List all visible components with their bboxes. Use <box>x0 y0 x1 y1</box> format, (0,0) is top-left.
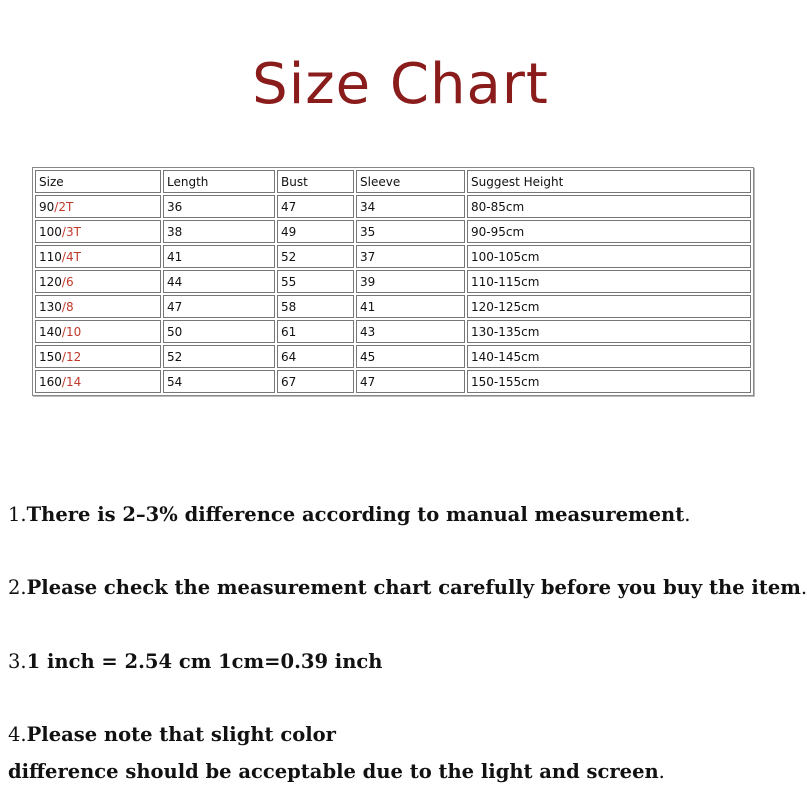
cell-size: 90/2T <box>35 195 161 218</box>
table-row <box>35 370 751 393</box>
cell-size: 100/3T <box>35 220 161 243</box>
table-row <box>35 220 751 243</box>
cell-suggest-height: 150-155cm <box>467 370 751 393</box>
note-text: 1 inch = 2.54 cm 1cm=0.39 inch <box>26 650 383 673</box>
cell-sleeve: 39 <box>356 270 465 293</box>
table-header-row <box>35 170 751 193</box>
cell-sleeve: 45 <box>356 345 465 368</box>
note-number: 2 <box>8 576 21 599</box>
cell-size: 140/10 <box>35 320 161 343</box>
cell-suggest-height: 140-145cm <box>467 345 751 368</box>
note-4: 4.Please note that slight color <box>8 723 336 746</box>
cell-bust: 55 <box>277 270 354 293</box>
cell-sleeve: 43 <box>356 320 465 343</box>
cell-size: 160/14 <box>35 370 161 393</box>
note-1: 1.There is 2–3% difference according to manual measurement. <box>8 503 691 526</box>
size-number: 120 <box>39 274 62 289</box>
size-number: 90 <box>39 199 55 214</box>
header-length: Length <box>163 170 275 193</box>
note-text: Please note that slight color <box>26 723 336 746</box>
size-number: 140 <box>39 324 62 339</box>
cell-suggest-height: 110-115cm <box>467 270 751 293</box>
cell-sleeve: 37 <box>356 245 465 268</box>
cell-sleeve: 47 <box>356 370 465 393</box>
note-4-continued: difference should be acceptable due to the light and screen. <box>8 760 665 783</box>
size-age: 2T <box>58 199 74 214</box>
size-age: 8 <box>65 299 74 314</box>
note-text: There is 2–3% difference according to manual measurement <box>26 503 685 526</box>
cell-suggest-height: 100-105cm <box>467 245 751 268</box>
note-3: 3.1 inch = 2.54 cm 1cm=0.39 inch <box>8 650 383 673</box>
cell-suggest-height: 120-125cm <box>467 295 751 318</box>
cell-length: 38 <box>163 220 275 243</box>
size-number: 160 <box>39 374 62 389</box>
cell-size: 150/12 <box>35 345 161 368</box>
note-number: 4 <box>8 723 21 746</box>
table-row <box>35 320 751 343</box>
cell-length: 41 <box>163 245 275 268</box>
table-row <box>35 345 751 368</box>
size-number: 150 <box>39 349 62 364</box>
cell-bust: 49 <box>277 220 354 243</box>
note-text: Please check the measurement chart carefully before you buy the item <box>26 576 801 599</box>
table-row <box>35 195 751 218</box>
cell-length: 54 <box>163 370 275 393</box>
note-number: 1 <box>8 503 21 526</box>
size-number: 110 <box>39 249 62 264</box>
cell-suggest-height: 90-95cm <box>467 220 751 243</box>
cell-bust: 47 <box>277 195 354 218</box>
size-age: 6 <box>65 274 74 289</box>
table-row <box>35 295 751 318</box>
cell-length: 52 <box>163 345 275 368</box>
cell-length: 36 <box>163 195 275 218</box>
header-size: Size <box>35 170 161 193</box>
size-age: 10 <box>65 324 82 339</box>
size-age: 14 <box>65 374 82 389</box>
size-age: 4T <box>65 249 81 264</box>
table-row <box>35 245 751 268</box>
size-age: 12 <box>65 349 82 364</box>
page-title: Size Chart <box>252 52 549 117</box>
header-bust: Bust <box>277 170 354 193</box>
cell-sleeve: 41 <box>356 295 465 318</box>
size-number: 130 <box>39 299 62 314</box>
size-number: 100 <box>39 224 62 239</box>
header-sleeve: Sleeve <box>356 170 465 193</box>
cell-size: 120/6 <box>35 270 161 293</box>
cell-length: 44 <box>163 270 275 293</box>
size-table <box>33 168 753 395</box>
table-row <box>35 270 751 293</box>
cell-bust: 58 <box>277 295 354 318</box>
cell-bust: 61 <box>277 320 354 343</box>
note-2: 2.Please check the measurement chart carefully before you buy the item. <box>8 576 807 599</box>
cell-length: 47 <box>163 295 275 318</box>
cell-bust: 52 <box>277 245 354 268</box>
header-suggest-height: Suggest Height <box>467 170 751 193</box>
cell-suggest-height: 80-85cm <box>467 195 751 218</box>
cell-size: 110/4T <box>35 245 161 268</box>
cell-sleeve: 34 <box>356 195 465 218</box>
cell-size: 130/8 <box>35 295 161 318</box>
size-age: 3T <box>65 224 81 239</box>
cell-sleeve: 35 <box>356 220 465 243</box>
note-number: 3 <box>8 650 21 673</box>
note-text: difference should be acceptable due to the light and screen <box>8 760 659 783</box>
cell-suggest-height: 130-135cm <box>467 320 751 343</box>
cell-bust: 67 <box>277 370 354 393</box>
size-chart-table <box>32 167 754 396</box>
cell-bust: 64 <box>277 345 354 368</box>
cell-length: 50 <box>163 320 275 343</box>
